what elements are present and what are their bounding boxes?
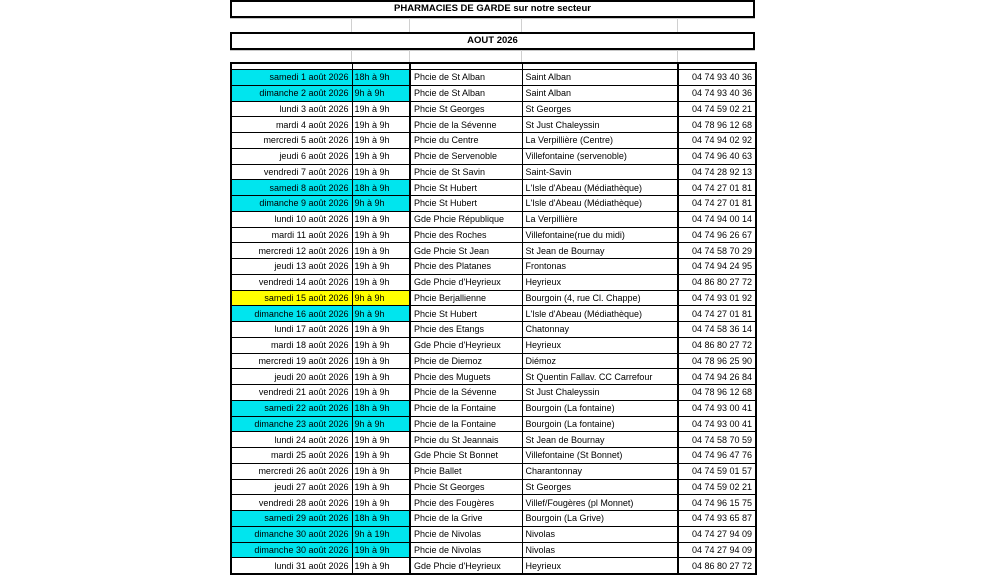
hours-cell: 18h à 9h <box>352 400 410 416</box>
phone-cell: 04 74 94 00 14 <box>678 211 756 227</box>
pharmacy-cell: Phcie des Fougères <box>410 495 522 511</box>
date-cell: dimanche 2 août 2026 <box>231 85 352 101</box>
table-row <box>231 448 756 464</box>
phone-cell: 04 78 96 12 68 <box>678 385 756 401</box>
page-title: PHARMACIES DE GARDE sur notre secteur <box>230 0 755 18</box>
town-cell: Villefontaine (St Bonnet) <box>522 448 678 464</box>
hours-cell: 19h à 9h <box>352 133 410 149</box>
phone-cell: 04 74 96 26 67 <box>678 227 756 243</box>
town-cell: St Jean de Bournay <box>522 243 678 259</box>
phone-cell: 04 74 58 70 29 <box>678 243 756 259</box>
date-cell: jeudi 6 août 2026 <box>231 148 352 164</box>
hours-cell: 19h à 9h <box>352 211 410 227</box>
table-row <box>231 432 756 448</box>
town-cell: Bourgoin (4, rue Cl. Chappe) <box>522 290 678 306</box>
phone-cell: 04 74 93 65 87 <box>678 511 756 527</box>
date-cell: mercredi 19 août 2026 <box>231 353 352 369</box>
phone-cell: 04 74 94 24 95 <box>678 259 756 275</box>
town-cell: St Georges <box>522 479 678 495</box>
town-cell: Chatonnay <box>522 322 678 338</box>
town-cell: St Just Chaleyssin <box>522 385 678 401</box>
date-cell: jeudi 27 août 2026 <box>231 479 352 495</box>
grid-line <box>351 50 352 62</box>
date-cell: samedi 22 août 2026 <box>231 400 352 416</box>
date-cell: dimanche 9 août 2026 <box>231 196 352 212</box>
date-cell: lundi 24 août 2026 <box>231 432 352 448</box>
table-row <box>231 164 756 180</box>
town-cell: Saint Alban <box>522 85 678 101</box>
table-row <box>231 227 756 243</box>
hours-cell: 18h à 9h <box>352 511 410 527</box>
phone-cell: 04 74 27 01 81 <box>678 306 756 322</box>
table-row <box>231 243 756 259</box>
pharmacy-cell: Phcie de Nivolas <box>410 526 522 542</box>
phone-cell: 04 74 93 00 41 <box>678 400 756 416</box>
table-row <box>231 479 756 495</box>
hours-cell: 19h à 9h <box>352 448 410 464</box>
pharmacy-cell: Phcie des Muguets <box>410 369 522 385</box>
hours-cell: 19h à 9h <box>352 479 410 495</box>
pharmacy-cell: Phcie du Centre <box>410 133 522 149</box>
table-row <box>231 369 756 385</box>
grid-line <box>677 18 678 32</box>
date-cell: jeudi 20 août 2026 <box>231 369 352 385</box>
table-row <box>231 526 756 542</box>
table-row <box>231 148 756 164</box>
town-cell: Villef/Fougères (pl Monnet) <box>522 495 678 511</box>
grid-line <box>409 18 410 32</box>
date-cell: samedi 29 août 2026 <box>231 511 352 527</box>
hours-cell: 19h à 9h <box>352 101 410 117</box>
table-row <box>231 180 756 196</box>
grid-line <box>351 18 352 32</box>
date-cell: dimanche 23 août 2026 <box>231 416 352 432</box>
pharmacy-cell: Phcie Berjallienne <box>410 290 522 306</box>
phone-cell: 04 74 93 00 41 <box>678 416 756 432</box>
table-row <box>231 85 756 101</box>
pharmacy-cell: Phcie de Servenoble <box>410 148 522 164</box>
table-row <box>231 259 756 275</box>
town-cell: Diémoz <box>522 353 678 369</box>
town-cell: Heyrieux <box>522 337 678 353</box>
phone-cell: 04 74 27 94 09 <box>678 526 756 542</box>
table-row <box>231 511 756 527</box>
town-cell: Heyrieux <box>522 558 678 574</box>
pharmacy-cell: Phcie de St Alban <box>410 85 522 101</box>
town-cell: Saint Alban <box>522 70 678 86</box>
date-cell: samedi 1 août 2026 <box>231 70 352 86</box>
date-cell: vendredi 7 août 2026 <box>231 164 352 180</box>
table-row <box>231 70 756 86</box>
pharmacy-cell: Phcie St Hubert <box>410 180 522 196</box>
table-row <box>231 463 756 479</box>
hours-cell: 9h à 19h <box>352 526 410 542</box>
date-cell: vendredi 28 août 2026 <box>231 495 352 511</box>
hours-cell: 18h à 9h <box>352 180 410 196</box>
hours-cell: 19h à 9h <box>352 385 410 401</box>
town-cell: St Just Chaleyssin <box>522 117 678 133</box>
schedule-body <box>231 63 756 574</box>
hours-cell: 19h à 9h <box>352 337 410 353</box>
month-title: AOUT 2026 <box>230 32 755 50</box>
date-cell: dimanche 30 août 2026 <box>231 542 352 558</box>
phone-cell: 04 74 27 01 81 <box>678 180 756 196</box>
table-row <box>231 117 756 133</box>
hours-cell: 19h à 9h <box>352 463 410 479</box>
hours-cell: 9h à 9h <box>352 416 410 432</box>
hours-cell: 9h à 9h <box>352 196 410 212</box>
hours-cell: 19h à 9h <box>352 148 410 164</box>
table-row <box>231 353 756 369</box>
phone-cell: 04 74 59 01 57 <box>678 463 756 479</box>
date-cell: mardi 11 août 2026 <box>231 227 352 243</box>
hours-cell: 9h à 9h <box>352 85 410 101</box>
grid-line <box>521 18 522 32</box>
phone-cell: 04 78 96 12 68 <box>678 117 756 133</box>
town-cell: St Quentin Fallav. CC Carrefour <box>522 369 678 385</box>
pharmacy-cell: Phcie des Roches <box>410 227 522 243</box>
pharmacy-cell: Phcie de la Grive <box>410 511 522 527</box>
phone-cell: 04 74 96 47 76 <box>678 448 756 464</box>
table-row <box>231 542 756 558</box>
town-cell: Bourgoin (La fontaine) <box>522 400 678 416</box>
table-row <box>231 290 756 306</box>
date-cell: mardi 25 août 2026 <box>231 448 352 464</box>
town-cell: Bourgoin (La fontaine) <box>522 416 678 432</box>
table-row <box>231 385 756 401</box>
date-cell: mercredi 5 août 2026 <box>231 133 352 149</box>
hours-cell: 19h à 9h <box>352 432 410 448</box>
date-cell: vendredi 21 août 2026 <box>231 385 352 401</box>
hours-cell: 18h à 9h <box>352 70 410 86</box>
date-cell: mercredi 12 août 2026 <box>231 243 352 259</box>
pharmacy-cell: Phcie de la Sévenne <box>410 117 522 133</box>
pharmacy-cell: Phcie de Nivolas <box>410 542 522 558</box>
schedule-table <box>230 62 757 575</box>
phone-cell: 04 74 93 40 36 <box>678 85 756 101</box>
hours-cell: 19h à 9h <box>352 542 410 558</box>
pharmacy-cell: Phcie Ballet <box>410 463 522 479</box>
phone-cell: 04 74 94 26 84 <box>678 369 756 385</box>
table-row <box>231 322 756 338</box>
town-cell: La Verpillière (Centre) <box>522 133 678 149</box>
date-cell: lundi 17 août 2026 <box>231 322 352 338</box>
date-cell: lundi 3 août 2026 <box>231 101 352 117</box>
town-cell: Heyrieux <box>522 274 678 290</box>
date-cell: dimanche 30 août 2026 <box>231 526 352 542</box>
phone-cell: 04 78 96 25 90 <box>678 353 756 369</box>
phone-cell: 04 74 28 92 13 <box>678 164 756 180</box>
phone-cell: 04 74 93 01 92 <box>678 290 756 306</box>
pharmacy-cell: Phcie de la Fontaine <box>410 400 522 416</box>
pharmacy-cell: Gde Phcie d'Heyrieux <box>410 337 522 353</box>
town-cell: Villefontaine(rue du midi) <box>522 227 678 243</box>
hours-cell: 19h à 9h <box>352 558 410 574</box>
table-row <box>231 416 756 432</box>
town-cell: Villefontaine (servenoble) <box>522 148 678 164</box>
phone-cell: 04 74 94 02 92 <box>678 133 756 149</box>
phone-cell: 04 74 58 36 14 <box>678 322 756 338</box>
table-row <box>231 495 756 511</box>
hours-cell: 9h à 9h <box>352 290 410 306</box>
pharmacy-cell: Phcie du St Jeannais <box>410 432 522 448</box>
town-cell: Charantonnay <box>522 463 678 479</box>
town-cell: St Jean de Bournay <box>522 432 678 448</box>
date-cell: mardi 18 août 2026 <box>231 337 352 353</box>
hours-cell: 19h à 9h <box>352 164 410 180</box>
pharmacy-cell: Phcie de St Savin <box>410 164 522 180</box>
table-row <box>231 306 756 322</box>
hours-cell: 9h à 9h <box>352 306 410 322</box>
date-cell: jeudi 13 août 2026 <box>231 259 352 275</box>
phone-cell: 04 74 27 94 09 <box>678 542 756 558</box>
table-row <box>231 211 756 227</box>
town-cell: L'Isle d'Abeau (Médiathèque) <box>522 196 678 212</box>
table-row <box>231 400 756 416</box>
date-cell: mardi 4 août 2026 <box>231 117 352 133</box>
hours-cell: 19h à 9h <box>352 353 410 369</box>
phone-cell: 04 86 80 27 72 <box>678 274 756 290</box>
date-cell: dimanche 16 août 2026 <box>231 306 352 322</box>
phone-cell: 04 74 58 70 59 <box>678 432 756 448</box>
pharmacy-cell: Phcie St Hubert <box>410 196 522 212</box>
phone-cell: 04 74 59 02 21 <box>678 101 756 117</box>
date-cell: samedi 15 août 2026 <box>231 290 352 306</box>
pharmacy-cell: Phcie des Etangs <box>410 322 522 338</box>
table-row <box>231 337 756 353</box>
grid-line <box>409 50 410 62</box>
pharmacy-cell: Phcie de la Fontaine <box>410 416 522 432</box>
pharmacy-cell: Phcie St Georges <box>410 479 522 495</box>
pharmacy-cell: Phcie des Platanes <box>410 259 522 275</box>
date-cell: lundi 10 août 2026 <box>231 211 352 227</box>
pharmacy-cell: Gde Phcie St Bonnet <box>410 448 522 464</box>
date-cell: samedi 8 août 2026 <box>231 180 352 196</box>
pharmacy-cell: Gde Phcie d'Heyrieux <box>410 558 522 574</box>
pharmacy-cell: Phcie de Diemoz <box>410 353 522 369</box>
date-cell: mercredi 26 août 2026 <box>231 463 352 479</box>
table-row <box>231 196 756 212</box>
phone-cell: 04 74 96 15 75 <box>678 495 756 511</box>
phone-cell: 04 74 59 02 21 <box>678 479 756 495</box>
town-cell: Frontonas <box>522 259 678 275</box>
grid-line <box>521 50 522 62</box>
hours-cell: 19h à 9h <box>352 322 410 338</box>
town-cell: La Verpillière <box>522 211 678 227</box>
date-cell: lundi 31 août 2026 <box>231 558 352 574</box>
town-cell: L'Isle d'Abeau (Médiathèque) <box>522 306 678 322</box>
pharmacy-cell: Phcie de St Alban <box>410 70 522 86</box>
hours-cell: 19h à 9h <box>352 227 410 243</box>
pharmacy-cell: Gde Phcie République <box>410 211 522 227</box>
pharmacy-cell: Gde Phcie St Jean <box>410 243 522 259</box>
town-cell: Nivolas <box>522 526 678 542</box>
hours-cell: 19h à 9h <box>352 259 410 275</box>
town-cell: Saint-Savin <box>522 164 678 180</box>
table-row <box>231 133 756 149</box>
town-cell: Nivolas <box>522 542 678 558</box>
table-row <box>231 101 756 117</box>
hours-cell: 19h à 9h <box>352 117 410 133</box>
town-cell: St Georges <box>522 101 678 117</box>
phone-cell: 04 74 93 40 36 <box>678 70 756 86</box>
pharmacy-cell: Phcie St Hubert <box>410 306 522 322</box>
town-cell: L'Isle d'Abeau (Médiathèque) <box>522 180 678 196</box>
phone-cell: 04 86 80 27 72 <box>678 337 756 353</box>
grid-line <box>677 50 678 62</box>
hours-cell: 19h à 9h <box>352 243 410 259</box>
phone-cell: 04 86 80 27 72 <box>678 558 756 574</box>
phone-cell: 04 74 96 40 63 <box>678 148 756 164</box>
pharmacy-cell: Gde Phcie d'Heyrieux <box>410 274 522 290</box>
date-cell: vendredi 14 août 2026 <box>231 274 352 290</box>
phone-cell: 04 74 27 01 81 <box>678 196 756 212</box>
town-cell: Bourgoin (La Grive) <box>522 511 678 527</box>
pharmacy-cell: Phcie St Georges <box>410 101 522 117</box>
hours-cell: 19h à 9h <box>352 369 410 385</box>
hours-cell: 19h à 9h <box>352 274 410 290</box>
table-row <box>231 274 756 290</box>
hours-cell: 19h à 9h <box>352 495 410 511</box>
pharmacy-cell: Phcie de la Sévenne <box>410 385 522 401</box>
